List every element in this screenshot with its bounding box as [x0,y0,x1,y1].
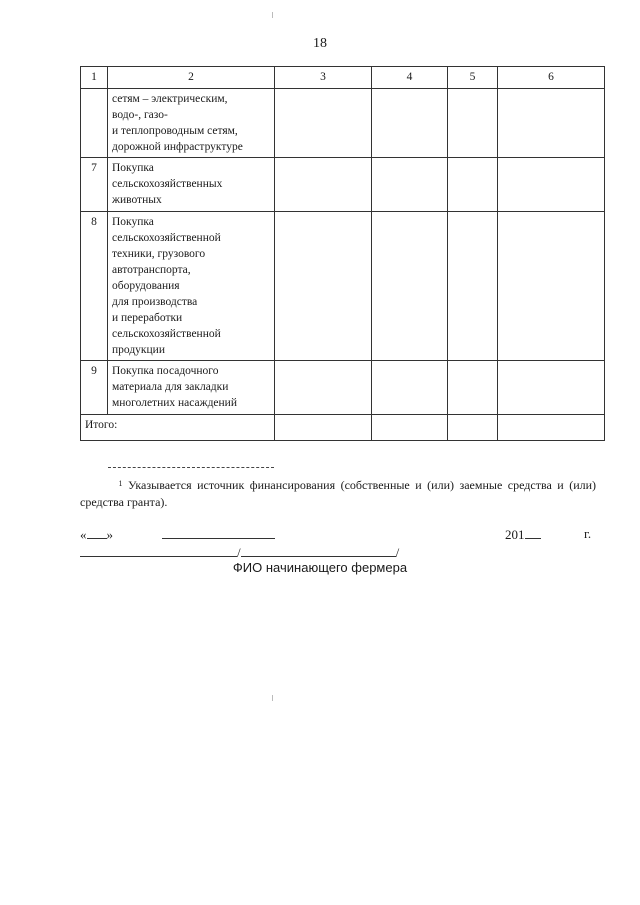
row-expense-name: Покупка посадочного материала для закладки многолетних насаждений [108,361,275,415]
table-cell [448,361,498,415]
table-cell [448,212,498,361]
table-cell [275,212,372,361]
scan-mark [272,695,273,701]
table-total-row [81,415,605,441]
day-blank [87,526,107,539]
page-number: 18 [313,36,327,51]
signature-slash: / [237,545,241,560]
year-suffix: г. [584,526,592,541]
column-header: 3 [275,67,372,89]
column-header: 1 [81,67,108,89]
table-cell [275,415,372,441]
table-cell [498,415,605,441]
date-open-quote: « [80,527,87,542]
table-row [81,158,605,212]
table-cell [448,415,498,441]
row-number: 8 [81,212,108,361]
row-expense-name: Покупка сельскохозяйственных животных [108,158,275,212]
column-header: 4 [372,67,448,89]
total-label: Итого: [81,415,275,441]
table-header-row [81,67,605,89]
date-field [80,526,113,543]
table-cell [448,158,498,212]
table-row [81,212,605,361]
table-cell [498,361,605,415]
scan-mark [272,12,273,18]
table-cell [498,89,605,158]
row-number: 7 [81,158,108,212]
signature-slash: / [395,545,400,560]
row-expense-name: сетям – электрическим, водо-, газо- и теплопроводным сетям, дорожной инфраструктуре [108,89,275,158]
table-cell [498,158,605,212]
name-blank [241,544,396,557]
signature-caption: ФИО начинающего фермера [232,560,408,575]
month-field [162,526,275,543]
table-cell [372,361,448,415]
signature-field [80,544,399,561]
table-cell [448,89,498,158]
column-header: 6 [498,67,605,89]
row-number [81,89,108,158]
signature-blank [80,544,237,557]
year-field [505,526,541,543]
year-prefix: 201 [505,527,525,542]
table-cell [498,212,605,361]
row-expense-name: Покупка сельскохозяйственной техники, грузового автотранспорта, оборудования для производства и переработки сельскохозяйственной продукции [108,212,275,361]
year-blank [525,526,541,539]
date-close-quote: » [106,527,113,542]
table-row [81,361,605,415]
table-cell [372,89,448,158]
footnote-divider [108,467,274,468]
footnote-text: Указывается источник финансирования (собственные и (или) заемные средства и (или) средства гранта). [80,478,597,509]
table-cell [275,158,372,212]
table-row [81,89,605,158]
table-cell [275,89,372,158]
column-header: 5 [448,67,498,89]
financing-table [80,66,605,441]
table-cell [275,361,372,415]
month-blank [162,526,275,539]
table-cell [372,158,448,212]
footnote-marker: 1 [118,479,123,488]
table-cell [372,415,448,441]
row-number: 9 [81,361,108,415]
column-header: 2 [108,67,275,89]
table-cell [372,212,448,361]
footnote [80,477,596,511]
